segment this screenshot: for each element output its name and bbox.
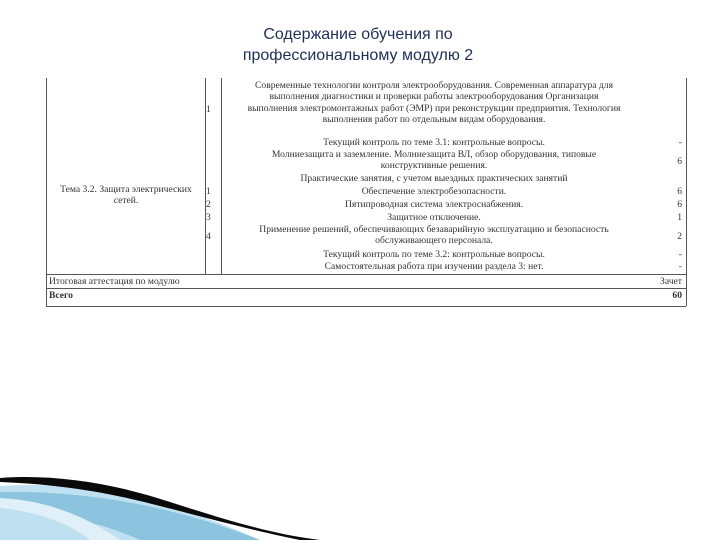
table-line-bottom <box>46 306 686 307</box>
row-line: Пятипроводная система электроснабжения. <box>344 199 524 210</box>
row-line: Применение решений, обеспечивающих безаварийную эксплуатацию и безопасность <box>259 224 609 235</box>
table-line-final <box>46 274 686 275</box>
row-hours: - <box>678 137 682 148</box>
row-line: выполнения работ по отдельным видам оборудования. <box>322 114 546 126</box>
row-line: выполнения диагностики и проверки работы электрооборудования Организация <box>269 91 599 103</box>
row-num: 1 <box>206 104 211 115</box>
row-hours: - <box>678 249 682 260</box>
topic-line-2: сетей. <box>113 195 139 207</box>
topic-cell <box>50 184 202 207</box>
row-hours: - <box>678 261 682 272</box>
row-content <box>222 249 646 260</box>
final-label: Итоговая аттестация по модулю <box>49 276 180 287</box>
table-border-right <box>686 78 687 306</box>
row-content <box>222 186 646 197</box>
row-hours: 6 <box>677 199 682 210</box>
row-content <box>222 261 646 272</box>
row-line: Текущий контроль по теме 3.1: контрольные вопросы. <box>323 137 545 148</box>
title-line-2: профессиональному модулю 2 <box>242 47 474 64</box>
row-num: 2 <box>206 199 211 210</box>
total-value: 60 <box>672 290 682 301</box>
row-content <box>222 173 646 184</box>
row-line: Обеспечение электробезопасности. <box>361 186 507 197</box>
topic-line-1: Тема 3.2. Защита электрических <box>60 184 192 195</box>
row-content <box>222 137 646 148</box>
row-line: обслуживающего персонала. <box>375 235 493 247</box>
row-num: 4 <box>206 231 211 242</box>
row-content <box>222 212 646 223</box>
row-line: выполнения электромонтажных работ (ЭМР) при реконструкции предприятия. Технология <box>247 102 621 114</box>
row-hours: 2 <box>677 231 682 242</box>
row-num: 3 <box>206 212 211 223</box>
row-content <box>222 80 646 126</box>
row-line: конструктивные решения. <box>380 160 488 172</box>
row-hours: 6 <box>677 156 682 167</box>
row-line: Молниезащита и заземление. Молниезащита ВЛ, обзор оборудования, типовые <box>271 149 597 160</box>
row-line: Практические занятия, с учетом выездных практических занятий <box>300 173 568 184</box>
table-border-left <box>46 78 47 306</box>
row-line: Самостоятельная работа при изучении раздела 3: нет. <box>324 261 544 272</box>
decorative-wave <box>0 440 720 540</box>
row-line: Защитное отключение. <box>387 212 481 223</box>
table-line-total <box>46 288 686 289</box>
page-title <box>0 24 720 66</box>
total-label: Всего <box>49 290 73 301</box>
row-content <box>222 149 646 172</box>
row-content <box>222 224 646 247</box>
row-line: Современные технологии контроля электрооборудования. Современная аппаратура для <box>255 80 613 91</box>
row-line: Текущий контроль по теме 3.2: контрольные вопросы. <box>323 249 545 260</box>
row-num: 1 <box>206 186 211 197</box>
title-line-1: Содержание обучения по <box>263 26 453 43</box>
row-hours: 1 <box>677 212 682 223</box>
final-value: Зачет <box>660 276 682 287</box>
row-hours: 6 <box>677 186 682 197</box>
row-content <box>222 199 646 210</box>
